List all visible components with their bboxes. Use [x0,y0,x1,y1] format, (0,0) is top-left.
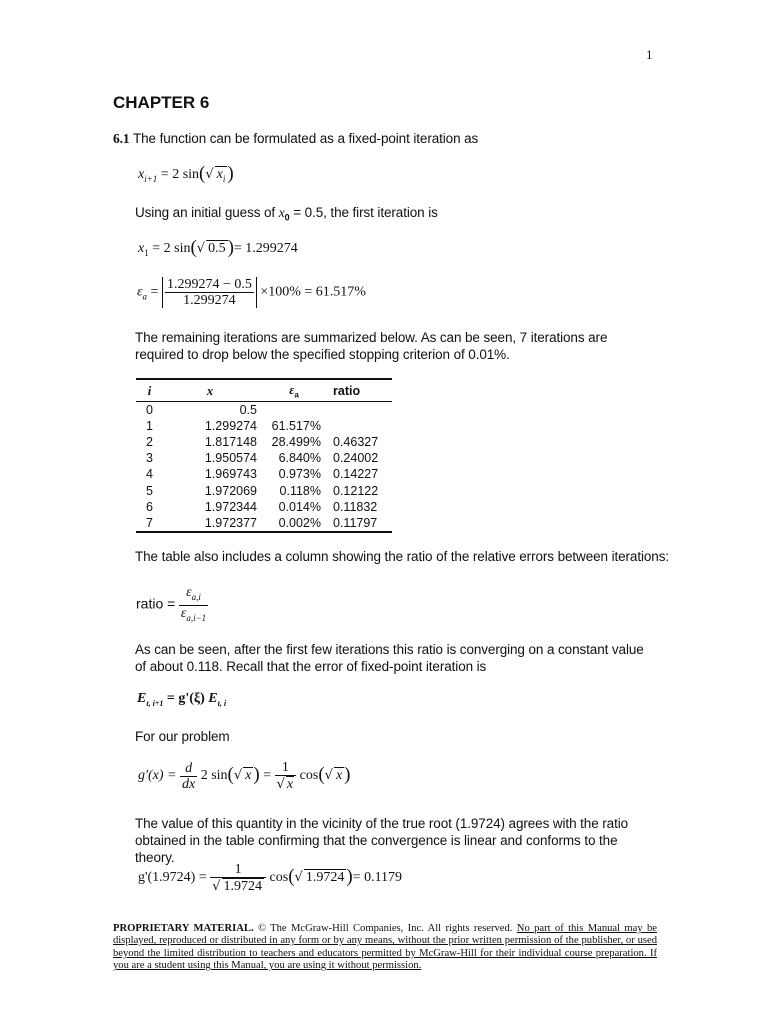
first-iteration-equation: $x_1 = 2$ sin(√ 0.5 )= 1.299274 [138,237,298,258]
footer-notice: No part of this Manual may be displayed, reproduced or distributed in any form or by any means, without the prior written permission of the publisher, or used beyond the limited distribution to teachers and educators permitted by McGraw-Hill for their individual course preparation. If you are a student using this Manual, you are using it without permission. [113,923,657,972]
table-row: 3 1.950574 6.840% 0.24002 [146,451,379,466]
ratio-equation: ratio = $\frac{\varepsilon_{a,i}}{\varepsilon_{a,i-1}}$ [136,585,207,623]
table-row: 2 1.817148 28.499% 0.46327 [146,434,379,449]
table-row: 5 1.972069 0.118% 0.12122 [146,483,379,498]
table-row: 4 1.969743 0.973% 0.14227 [146,467,379,482]
for-our-problem-text: For our problem [135,729,230,744]
initial-guess-text: Using an initial guess of $x_0 = 0.5$, the first iteration is [135,205,438,223]
iteration-table [136,378,392,533]
col-header-i: i [136,379,163,401]
derivative-equation: g'(x) = $\frac{d}{dx}$ 2 sin(√ x ) = $\frac{1}{√ x}$ cos(√ x ) [138,760,351,792]
col-header-ea: $\varepsilon_a$ [267,379,321,401]
copyright-footer [113,923,657,973]
value-equation: g'(1.9724) = $\frac{1}{√ 1.9724}$ cos(√ 1.9724 )= 0.1179 [138,862,403,894]
chapter-title: CHAPTER 6 [113,93,210,112]
col-header-ratio: ratio [321,379,392,401]
problem-intro-text: The function can be formulated as a fixed-point iteration as [133,131,479,146]
table-row: 7 1.972377 0.002% 0.11797 [136,515,392,532]
error-relation-equation: $E_{t, i+1} = g'(\xi)$ $E_{t, i}$ [137,691,227,708]
remaining-iterations-text: The remaining iterations are summarized below. As can be seen, 7 iterations are required to drop below the specified stopping criterion of 0.01%. [135,330,608,362]
table-header-row [136,379,392,401]
ratio-column-text: The table also includes a column showing the ratio of the relative errors between iterations: [135,549,669,564]
value-comparison-text: The value of this quantity in the vicinity of the true root (1.9724) agrees with the ratio obtained in the table confirming that the convergence is linear and conforms to the theory. [135,816,629,865]
converging-text: As can be seen, after the first few iterations this ratio is converging on a constant value of about 0.118. Recall that the error of fixed-point iteration is [135,642,644,674]
page-number: 1 [646,47,653,62]
table-row: 1 1.299274 61.517% [146,418,321,433]
table-row: 6 1.972344 0.014% 0.11832 [146,499,378,514]
problem-number: 6.1 [113,131,130,146]
col-header-x: x [163,379,267,401]
footer-copyright: © The McGraw-Hill Companies, Inc. All rights reserved. [253,923,517,934]
relative-error-equation: $\varepsilon_a$ = $\frac{1.299274 - 0.5}{1.299274}$ ×100% = 61.517% [137,277,366,308]
footer-proprietary-label: PROPRIETARY MATERIAL. [113,923,254,934]
fixed-point-equation: $x_{i+1} = 2$ sin(√ $x_i$ ) [138,163,234,184]
problem-intro [113,130,673,147]
table-row: 0 0.5 [146,402,257,417]
